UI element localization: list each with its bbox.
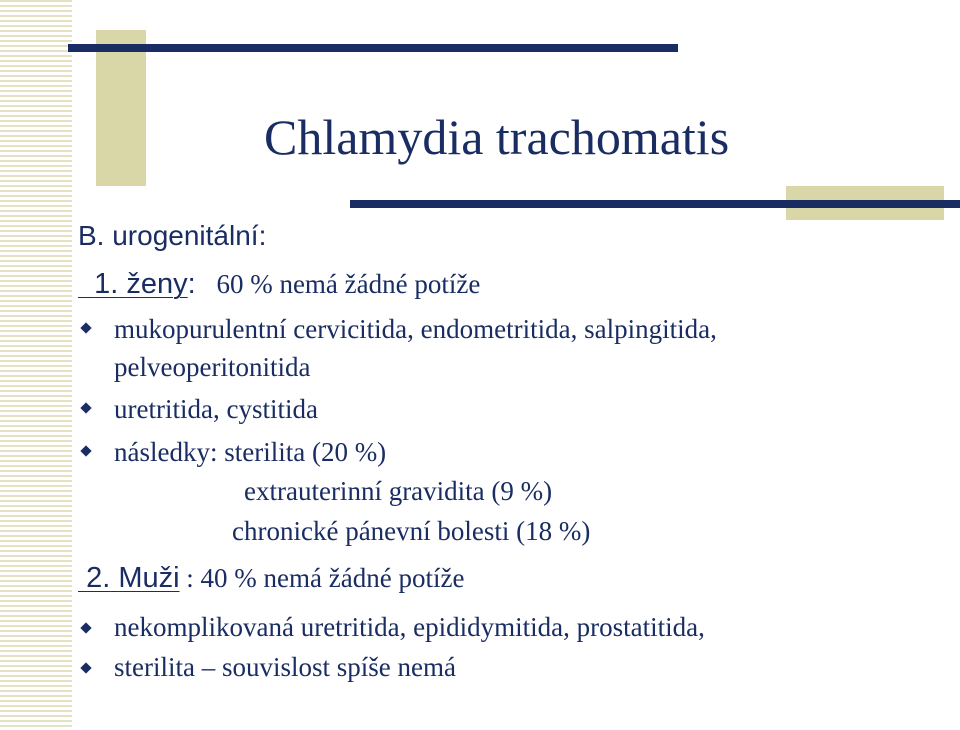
- bottom-rule: [350, 200, 960, 208]
- bullet-icon: [80, 662, 91, 673]
- section-heading: B. urogenitální:: [78, 220, 267, 251]
- list-item: mukopurulentní cervicitida, endometritida, salpingitida,: [114, 314, 717, 344]
- men-summary: : 40 % nemá žádné potíže: [186, 563, 465, 593]
- list-item: nekomplikovaná uretritida, epididymitida, prostatitida,: [114, 612, 705, 642]
- bullet-icon: [80, 445, 91, 456]
- women-line: [78, 270, 480, 299]
- men-line: [78, 564, 464, 593]
- men-label: 2. Muži: [86, 562, 180, 594]
- list-item-continuation: pelveoperitonitida: [114, 352, 311, 382]
- slide-title: Chlamydia trachomatis: [264, 109, 730, 165]
- list-item-continuation: extrauterinní gravidita (9 %): [244, 476, 553, 506]
- bullet-icon: [80, 622, 91, 633]
- top-rule: [68, 44, 678, 52]
- list-item: uretritida, cystitida: [114, 394, 318, 424]
- women-label: 1. ženy: [94, 268, 188, 300]
- list-item: následky: sterilita (20 %): [114, 437, 387, 467]
- tan-vertical-bar: [96, 30, 146, 186]
- bullet-icon: [80, 402, 91, 413]
- list-item-continuation: chronické pánevní bolesti (18 %): [232, 516, 591, 546]
- bullet-icon: [80, 322, 91, 333]
- decorative-stripes: [0, 0, 72, 730]
- list-item: sterilita – souvislost spíše nemá: [114, 652, 456, 682]
- women-colon: :: [187, 268, 196, 300]
- women-summary: 60 % nemá žádné potíže: [216, 269, 481, 299]
